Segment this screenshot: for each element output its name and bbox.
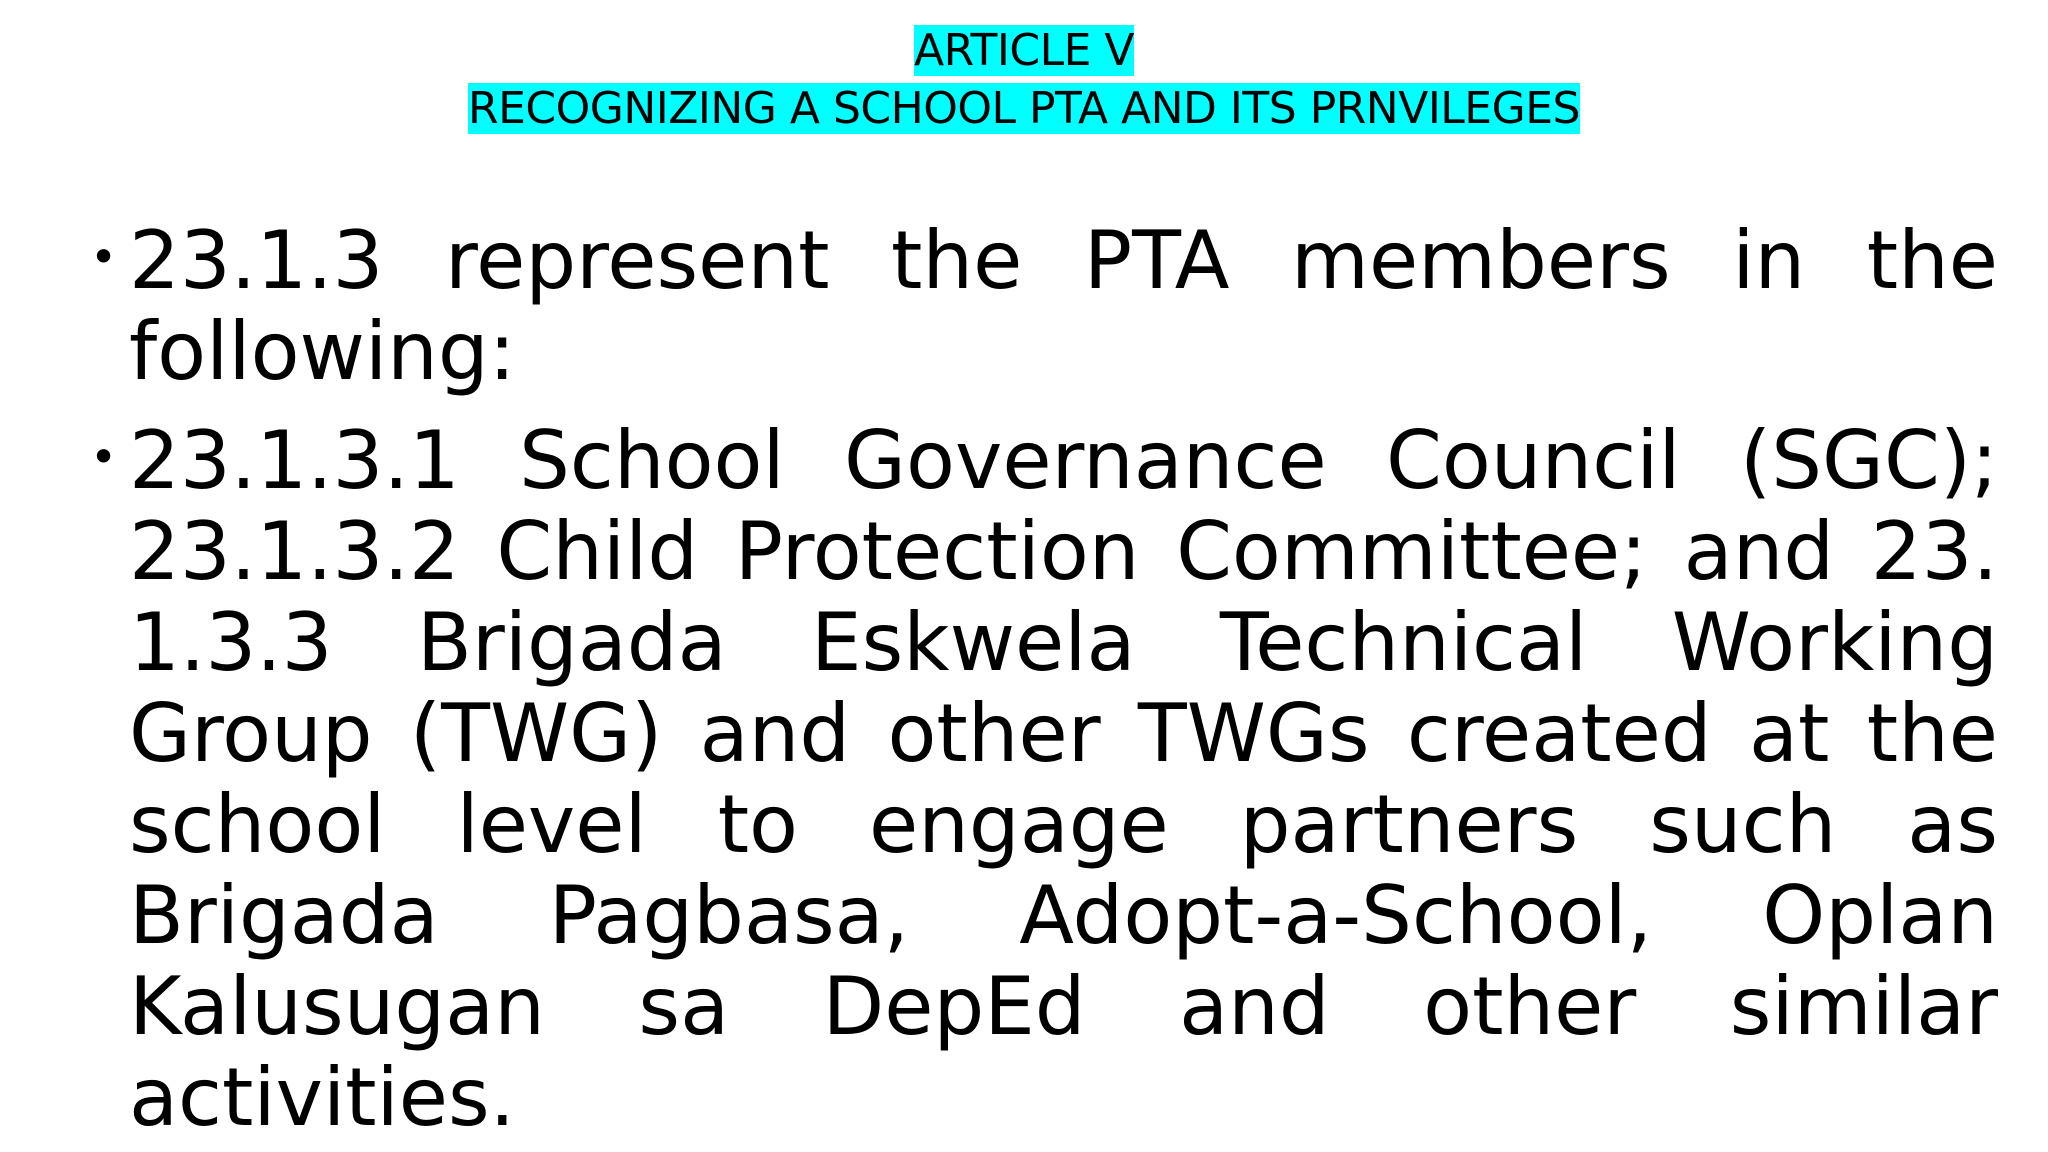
bullet-text: 23.1.3 represent the PTA members in the following: [129,214,1998,398]
title-line-2 [466,80,1582,138]
bullet-icon: • [90,230,118,284]
bullet-list [84,215,1998,1152]
title-article-heading: RECOGNIZING A SCHOOL PTA AND ITS PRNVILEGES [468,83,1580,134]
bullet-icon: • [90,430,118,484]
bullet-text: 23.1.3.1 School Governance Council (SGC); 23.1.3.2 Child Protection Committee; and 23. 1.3.3 Brigada Eskwela Technical Working Group (TWG) and other TWGs created at the school level to engage partners such as Brigada Pagbasa, Adopt-a-School, Oplan Kalusugan sa DepEd and other similar activities. [129,414,1998,1144]
title-article-number: ARTICLE V [914,25,1134,76]
list-item [84,215,1998,397]
list-item [84,415,1998,1143]
slide-title [0,22,2048,138]
title-line-1 [912,22,1136,80]
